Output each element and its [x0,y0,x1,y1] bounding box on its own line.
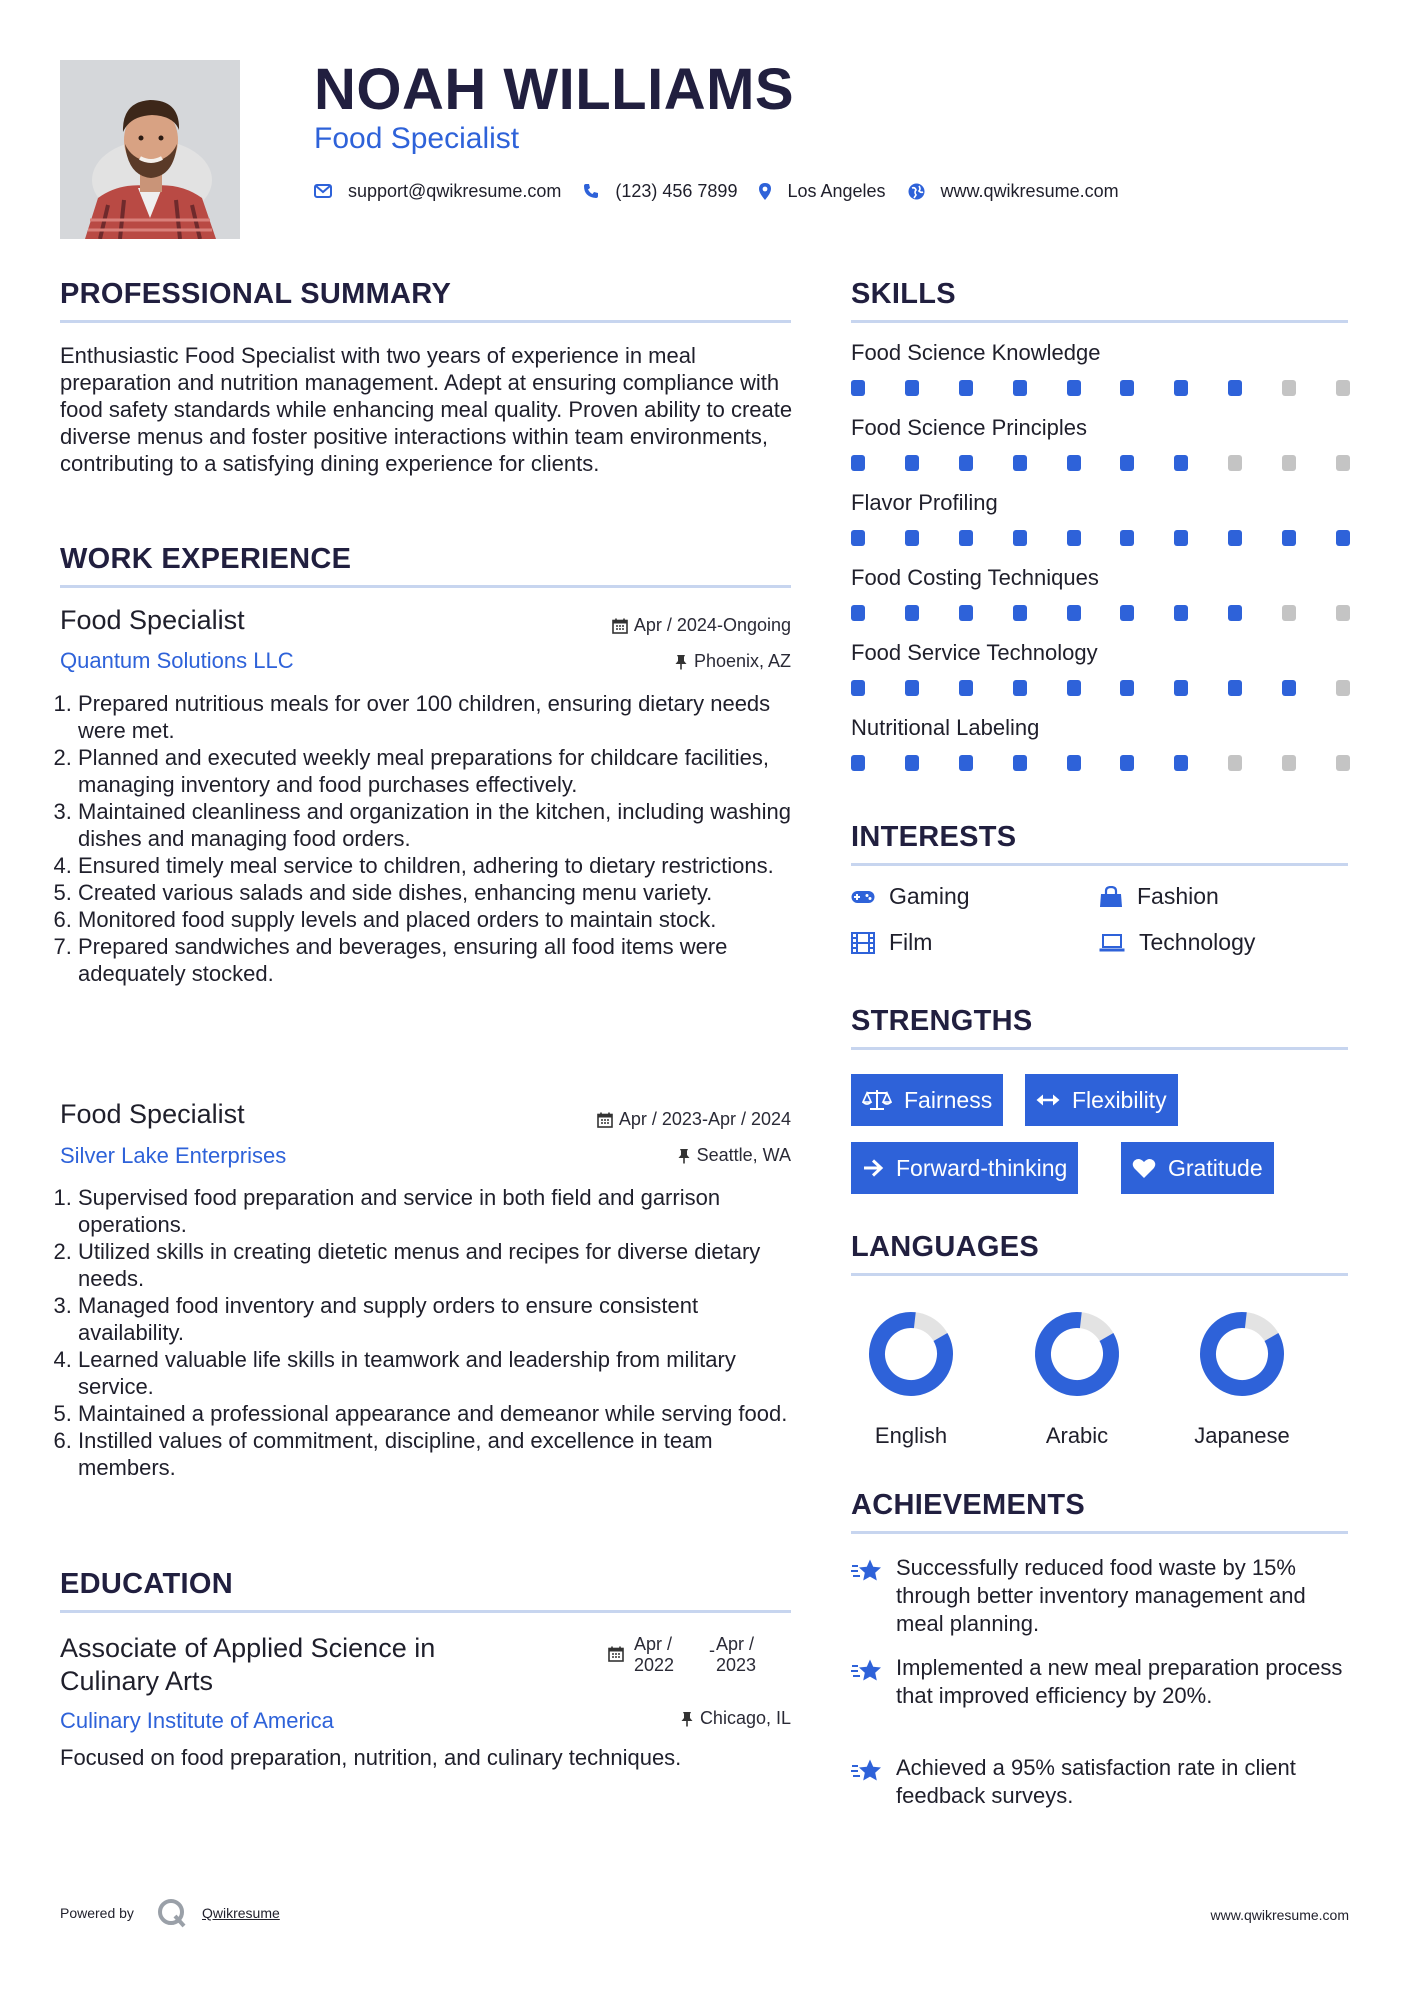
star-icon [851,1758,883,1784]
language-name: English [874,1423,948,1448]
languages-list [841,1308,1351,1458]
list-item: 5. Created various salads and side dishes, enhancing menu variety. [78,879,795,906]
start-year: 2022 [634,1655,675,1675]
list-item: 4. Ensured timely meal service to children, adhering to dietary restrictions. [78,852,795,879]
skill-row [851,490,1350,565]
summary-heading: PROFESSIONAL SUMMARY [60,278,452,310]
rating-dot-filled [959,680,973,696]
rating-dot-filled [905,680,919,696]
rating-dot-empty [1282,455,1296,471]
rating-dot-filled [959,455,973,471]
rating-dot-filled [851,605,865,621]
rating-dot-empty [1336,380,1350,396]
degree-line-2: Culinary Arts [60,1666,214,1696]
interest-technology [1099,929,1255,956]
list-item: 6. Instilled values of commitment, discipline, and excellence in team members. [78,1427,795,1481]
rating-dot-filled [1336,530,1350,546]
languages-heading: LANGUAGES [851,1231,1039,1263]
rating-dot-empty [1282,380,1296,396]
arrows-horizontal-icon [1036,1093,1060,1107]
rating-dot-filled [905,530,919,546]
job-title: Food Specialist [60,1099,245,1129]
rating-dot-filled [959,530,973,546]
language-donut [1172,1308,1312,1400]
interest-fashion [1099,883,1219,910]
pushpin-icon [677,1148,691,1164]
footer-website-link[interactable]: www.qwikresume.com [1210,1907,1349,1923]
education-divider [60,1610,791,1613]
interest-label: Gaming [889,883,970,909]
interests-divider [851,863,1348,866]
rating-dot-filled [1174,755,1188,771]
balance-scale-icon [862,1089,892,1111]
skill-rating [851,680,1350,696]
education-description: Focused on food preparation, nutrition, and culinary techniques. [60,1745,682,1770]
strength-tag-forward-thinking [851,1142,1078,1194]
footer-powered-by: Powered by [60,1905,134,1921]
contact-website-text: www.qwikresume.com [940,180,1119,201]
end-year: 2023 [716,1655,757,1675]
donut-fill [865,1308,958,1400]
strength-label: Forward-thinking [896,1154,1068,1181]
rating-dot-filled [1067,530,1081,546]
rating-dot-filled [959,380,973,396]
rating-dot-filled [905,605,919,621]
rating-dot-filled [1174,680,1188,696]
rating-dot-empty [1228,755,1242,771]
rating-dot-filled [1013,530,1027,546]
rating-dot-filled [1174,530,1188,546]
rating-dot-filled [1174,455,1188,471]
rating-dot-filled [851,530,865,546]
skill-rating [851,530,1350,546]
list-item: 6. Monitored food supply levels and placed orders to maintain stock. [78,906,795,933]
interest-label: Technology [1139,929,1256,955]
heart-icon [1132,1158,1156,1179]
candidate-title: Food Specialist [314,122,520,155]
skill-name: Food Science Knowledge [851,340,1101,365]
shopping-bag-icon [1099,886,1123,908]
skill-name: Food Service Technology [851,640,1098,665]
education-heading: EDUCATION [60,1568,233,1600]
language-item [841,1308,981,1449]
list-item: 5. Maintained a professional appearance and demeanor while serving food. [78,1400,795,1427]
strengths-heading: STRENGTHS [851,1005,1033,1037]
skill-rating [851,755,1350,771]
job-title: Food Specialist [60,605,245,635]
skills-list [851,340,1350,790]
qwikresume-logo-icon [157,1898,189,1928]
skill-rating [851,605,1350,621]
skill-row [851,340,1350,415]
language-name: Japanese [1194,1423,1290,1448]
rating-dot-filled [1228,530,1242,546]
achievements-heading: ACHIEVEMENTS [851,1489,1086,1521]
achievement-item [851,1658,883,1689]
rating-dot-filled [1228,380,1242,396]
map-pin-icon [759,183,771,200]
rating-dot-filled [1120,680,1134,696]
skill-name: Flavor Profiling [851,490,998,515]
calendar-icon [608,1646,624,1662]
rating-dot-filled [1067,605,1081,621]
job-company: Quantum Solutions LLC [60,648,294,673]
contact-location [759,181,885,202]
rating-dot-filled [905,455,919,471]
rating-dot-filled [1013,605,1027,621]
strength-tag-flexibility [1025,1074,1178,1126]
skill-name: Food Costing Techniques [851,565,1099,590]
job-location-text: Phoenix, AZ [693,651,791,671]
job-location [674,651,791,672]
rating-dot-empty [1228,455,1242,471]
list-item: 1. Supervised food preparation and service in both field and garrison operations. [78,1184,795,1238]
list-item: 3. Maintained cleanliness and organization in the kitchen, including washing dishes and managing food orders. [78,798,795,852]
job-bullets [60,1184,795,1481]
arrow-right-icon [862,1158,884,1178]
rating-dot-filled [1282,680,1296,696]
contact-location-text: Los Angeles [787,180,886,201]
interest-film [851,929,932,956]
star-icon [851,1558,883,1584]
achievement-item [851,1758,883,1789]
donut-fill [1031,1308,1124,1400]
achievement-text: Achieved a 95% satisfaction rate in client feedback surveys. [896,1755,1296,1808]
strength-tag-fairness [851,1074,1003,1126]
language-donut [1007,1308,1147,1400]
rating-dot-filled [1282,530,1296,546]
summary-text: Enthusiastic Food Specialist with two years of experience in meal preparation and nutrition management. Adept at ensuring compliance with food safety standards while enhancing meal quality. Proven ability to create diverse menus and foster positive interactions within team environments, contributing to a satisfying dining experience for clients. [60,343,793,476]
rating-dot-filled [851,755,865,771]
interest-label: Fashion [1137,883,1219,909]
language-name: Arabic [1045,1423,1109,1448]
strength-label: Flexibility [1072,1086,1167,1113]
skills-heading: SKILLS [851,278,956,310]
phone-icon [583,183,599,199]
rating-dot-empty [1282,755,1296,771]
rating-dot-filled [1013,455,1027,471]
rating-dot-filled [959,755,973,771]
job-date-text: Apr / 2024-Ongoing [633,615,791,635]
calendar-icon-wrap [608,1646,624,1667]
contact-email[interactable] [314,181,561,202]
education-location-text: Chicago, IL [699,1708,791,1728]
strength-label: Fairness [904,1086,993,1113]
list-item: 1. Prepared nutritious meals for over 100 children, ensuring dietary needs were met. [78,690,795,744]
pushpin-icon [674,654,688,670]
education-start-date [634,1634,674,1676]
strength-tag-gratitude [1121,1142,1274,1194]
rating-dot-filled [851,380,865,396]
job-date [612,615,791,636]
interests-heading: INTERESTS [851,821,1017,853]
footer-brand-link[interactable]: Qwikresume [202,1905,280,1921]
skill-rating [851,380,1350,396]
contact-phone-text: (123) 456 7899 [615,180,738,201]
language-item [1007,1308,1147,1449]
star-icon [851,1658,883,1684]
rating-dot-filled [1013,680,1027,696]
rating-dot-empty [1282,605,1296,621]
skill-row [851,715,1350,790]
achievements-divider [851,1531,1348,1534]
contact-email-text: support@qwikresume.com [348,180,562,201]
school-name: Culinary Institute of America [60,1708,334,1733]
end-month: Apr / [716,1634,755,1654]
contact-bar [314,178,1141,204]
list-item: 2. Utilized skills in creating dietetic menus and recipes for diverse dietary needs. [78,1238,795,1292]
rating-dot-filled [851,455,865,471]
strengths-divider [851,1047,1348,1050]
rating-dot-filled [1067,380,1081,396]
summary-divider [60,320,791,323]
work-divider [60,585,791,588]
rating-dot-filled [905,755,919,771]
achievement-item [851,1558,883,1589]
languages-divider [851,1273,1348,1276]
start-month: Apr / [634,1634,673,1654]
job-company: Silver Lake Enterprises [60,1143,287,1168]
rating-dot-filled [1228,680,1242,696]
rating-dot-empty [1336,605,1350,621]
list-item: 4. Learned valuable life skills in teamwork and leadership from military service. [78,1346,795,1400]
list-item: 3. Managed food inventory and supply orders to ensure consistent availability. [78,1292,795,1346]
rating-dot-filled [851,680,865,696]
film-icon [851,932,875,954]
job-date-text: Apr / 2023-Apr / 2024 [618,1109,791,1129]
rating-dot-filled [1120,605,1134,621]
rating-dot-filled [1120,755,1134,771]
skill-name: Food Science Principles [851,415,1088,440]
rating-dot-filled [1067,680,1081,696]
rating-dot-filled [959,605,973,621]
contact-website[interactable] [908,181,1119,202]
job-location [677,1145,791,1166]
candidate-name: NOAH WILLIAMS [314,57,795,122]
rating-dot-filled [1120,530,1134,546]
rating-dot-empty [1336,755,1350,771]
interest-label: Film [889,929,933,955]
job-date [597,1109,791,1130]
date-dash: - [709,1640,715,1660]
list-item: 2. Planned and executed weekly meal preparations for childcare facilities, managing inventory and food purchases effectively. [78,744,795,798]
language-item [1172,1308,1312,1449]
skill-row [851,415,1350,490]
education-location [680,1708,791,1729]
laptop-icon [1099,933,1125,953]
calendar-icon [597,1112,613,1128]
skill-rating [851,455,1350,471]
skills-divider [851,320,1348,323]
language-donut [841,1308,981,1400]
rating-dot-filled [1174,605,1188,621]
rating-dot-empty [1336,680,1350,696]
envelope-icon [314,184,332,198]
list-item: 7. Prepared sandwiches and beverages, ensuring all food items were adequately stocked. [78,933,795,987]
rating-dot-filled [905,380,919,396]
rating-dot-filled [1120,380,1134,396]
rating-dot-filled [1120,455,1134,471]
rating-dot-filled [1013,755,1027,771]
donut-fill [1196,1308,1289,1400]
work-heading: WORK EXPERIENCE [60,543,352,575]
job-bullets [60,690,795,987]
job-location-text: Seattle, WA [696,1145,791,1165]
person-photo-icon [60,60,240,239]
rating-dot-filled [1174,380,1188,396]
rating-dot-filled [1228,605,1242,621]
gamepad-icon [851,889,875,905]
qwikresume-logo [157,1898,189,1933]
achievement-text: Successfully reduced food waste by 15% through better inventory management and meal planning. [896,1555,1306,1636]
education-end-date [716,1634,756,1676]
globe-icon [908,183,925,200]
rating-dot-filled [1013,380,1027,396]
strength-label: Gratitude [1168,1154,1263,1181]
interest-gaming [851,883,970,910]
achievement-text: Implemented a new meal preparation process that improved efficiency by 20%. [896,1655,1343,1708]
rating-dot-filled [1067,455,1081,471]
profile-photo [60,60,240,239]
calendar-icon [612,618,628,634]
contact-phone[interactable] [583,181,737,202]
skill-row [851,565,1350,640]
rating-dot-empty [1336,455,1350,471]
pushpin-icon [680,1711,694,1727]
skill-row [851,640,1350,715]
skill-name: Nutritional Labeling [851,715,1040,740]
rating-dot-filled [1067,755,1081,771]
degree-line-1: Associate of Applied Science in [60,1633,436,1663]
